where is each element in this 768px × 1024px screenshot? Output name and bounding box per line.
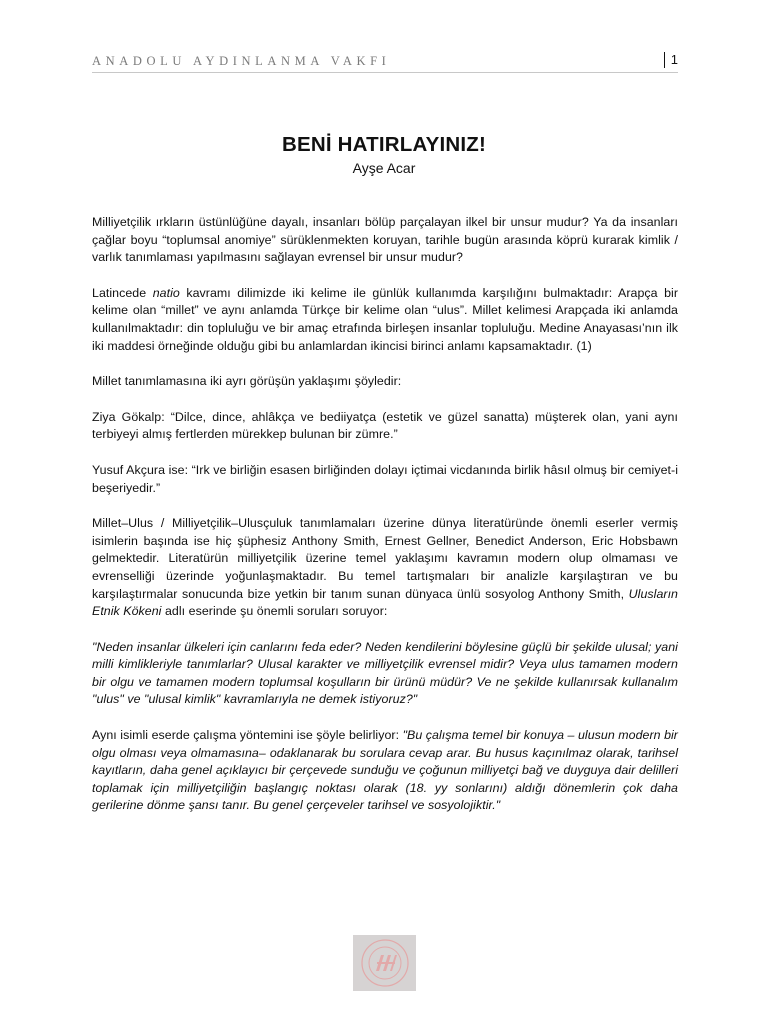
paragraph-5: Yusuf Akçura ise: “Irk ve birliğin esasen birliğinden dolayı içtimai vicdanında birlik hâsıl olmuş bir cemiyet-i beşeriyedir.”	[92, 462, 678, 495]
paragraph-8-quote: "Bu çalışma temel bir konuya – ulusun modern bir olgu olması veya olmamasına– odaklanarak bu sorulara cevap arar. Bu husus kaçınılmaz olarak, tarihsel kayıtların, daha genel açıklayıcı bir çerçevede sunduğu ve çoğunun milliyetçi bağ ve duyguya dair delilleri toplamak için milliyetçiliğin başlangıç noktası olarak (18. yy sonlarını) aldığı dönemlerin çok daha gerilerine dönme şansı tanır. Bu genel çerçeveler tarihsel ve sosyolojiktir."	[92, 728, 678, 813]
paragraph-1: Milliyetçilik ırkların üstünlüğüne dayalı, insanları bölüp parçalayan ilkel bir unsur mudur? Ya da insanları çağlar boyu “toplumsal anomiye” sürüklenmekten koruyan, tarihle bugün arasında köprü kurarak kimlik / varlık tanımlaması yapılmasını sağlayan evrensel bir unsur mudur?	[92, 215, 678, 265]
paragraph-6-text-b: adlı eserinde şu önemli soruları soruyor:	[161, 604, 388, 619]
paragraph-8-text-a: Aynı isimli eserde çalışma yöntemini ise şöyle belirliyor:	[92, 728, 403, 743]
document-body	[92, 214, 678, 833]
foundation-logo-icon	[359, 937, 411, 989]
header-org-name: ANADOLU AYDINLANMA VAKFI	[92, 54, 391, 68]
page-number: 1	[664, 52, 678, 68]
document-author: Ayşe Acar	[352, 160, 416, 176]
paragraph-6-book-title: Ulusların Etnik Kökeni	[92, 586, 678, 619]
paragraph-6-text-a: Millet–Ulus / Milliyetçilik–Ulusçuluk tanımlamaları üzerine dünya literatüründe önemli eserler vermiş isimlerin başında ise hiç şüphesiz Anthony Smith, Ernest Gellner, Benedict Anderson, Eric Hobsbawn gelmektedir. Literatürün milliyetçilik üzerine temel yaklaşımı kavramın modern olup olmaması ve evrenselliği üzerinde yoğunlaşmaktadır. Bu temel tartışmaları bir analizle karşılaştıran ve bu karşılaştırmalar sonucunda bize yetkin bir tanım sunan dünyaca ünlü sosyolog Anthony Smith,	[92, 516, 678, 601]
paragraph-2	[92, 285, 678, 355]
paragraph-2-emphasis: natio	[152, 285, 180, 300]
paragraph-3: Millet tanımlamasına iki ayrı görüşün yaklaşımı şöyledir:	[92, 374, 402, 389]
paragraph-2-text-a: Latincede	[92, 285, 153, 300]
page-header	[92, 50, 678, 73]
document-title: BENİ HATIRLAYINIZ!	[281, 133, 487, 156]
foundation-logo	[353, 935, 416, 991]
paragraph-4: Ziya Gökalp: “Dilce, dince, ahlâkça ve bediiyatça (estetik ve güzel sanatta) müşterek olan, yani aynı terbiyeyi almış fertlerden mürekkep bulunan bir zümre.”	[92, 409, 678, 442]
paragraph-8	[92, 727, 678, 815]
paragraph-6	[92, 515, 678, 621]
paragraph-2-text-b: kavramı dilimizde iki kelime ile günlük kullanımda karşılığını bulmaktadır: Arapça bir kelime olan “millet” ve aynı anlamda Türkçe bir kelime olan “ulus”. Millet kelimesi Arapçada iki anlamda kullanılmaktadır: din topluluğu ve bir amaç etrafında birleşen insanlar topluluğu. Medine Anayasası’nın ilk iki maddesi örneğinde olduğu gibi bu anlamlardan ikincisi birinci anlamı kapsamaktadır. (1)	[92, 285, 678, 353]
paragraph-7-quote: "Neden insanlar ülkeleri için canlarını feda eder? Neden kendilerini böylesine güçlü bir şekilde ulusal; yani milli kimlikleriyle tanımlarlar? Ulusal karakter ve milliyetçilik evrensel midir? Veya ulus tamamen modern bir olgu ve tamamen modern toplumsal koşulların bir ürünü müdür? Ve ne şekilde kullanırsak kullanalım "ulus" ve "ulusal kimlik" kavramlarıyla ne demek istiyoruz?"	[92, 639, 678, 707]
